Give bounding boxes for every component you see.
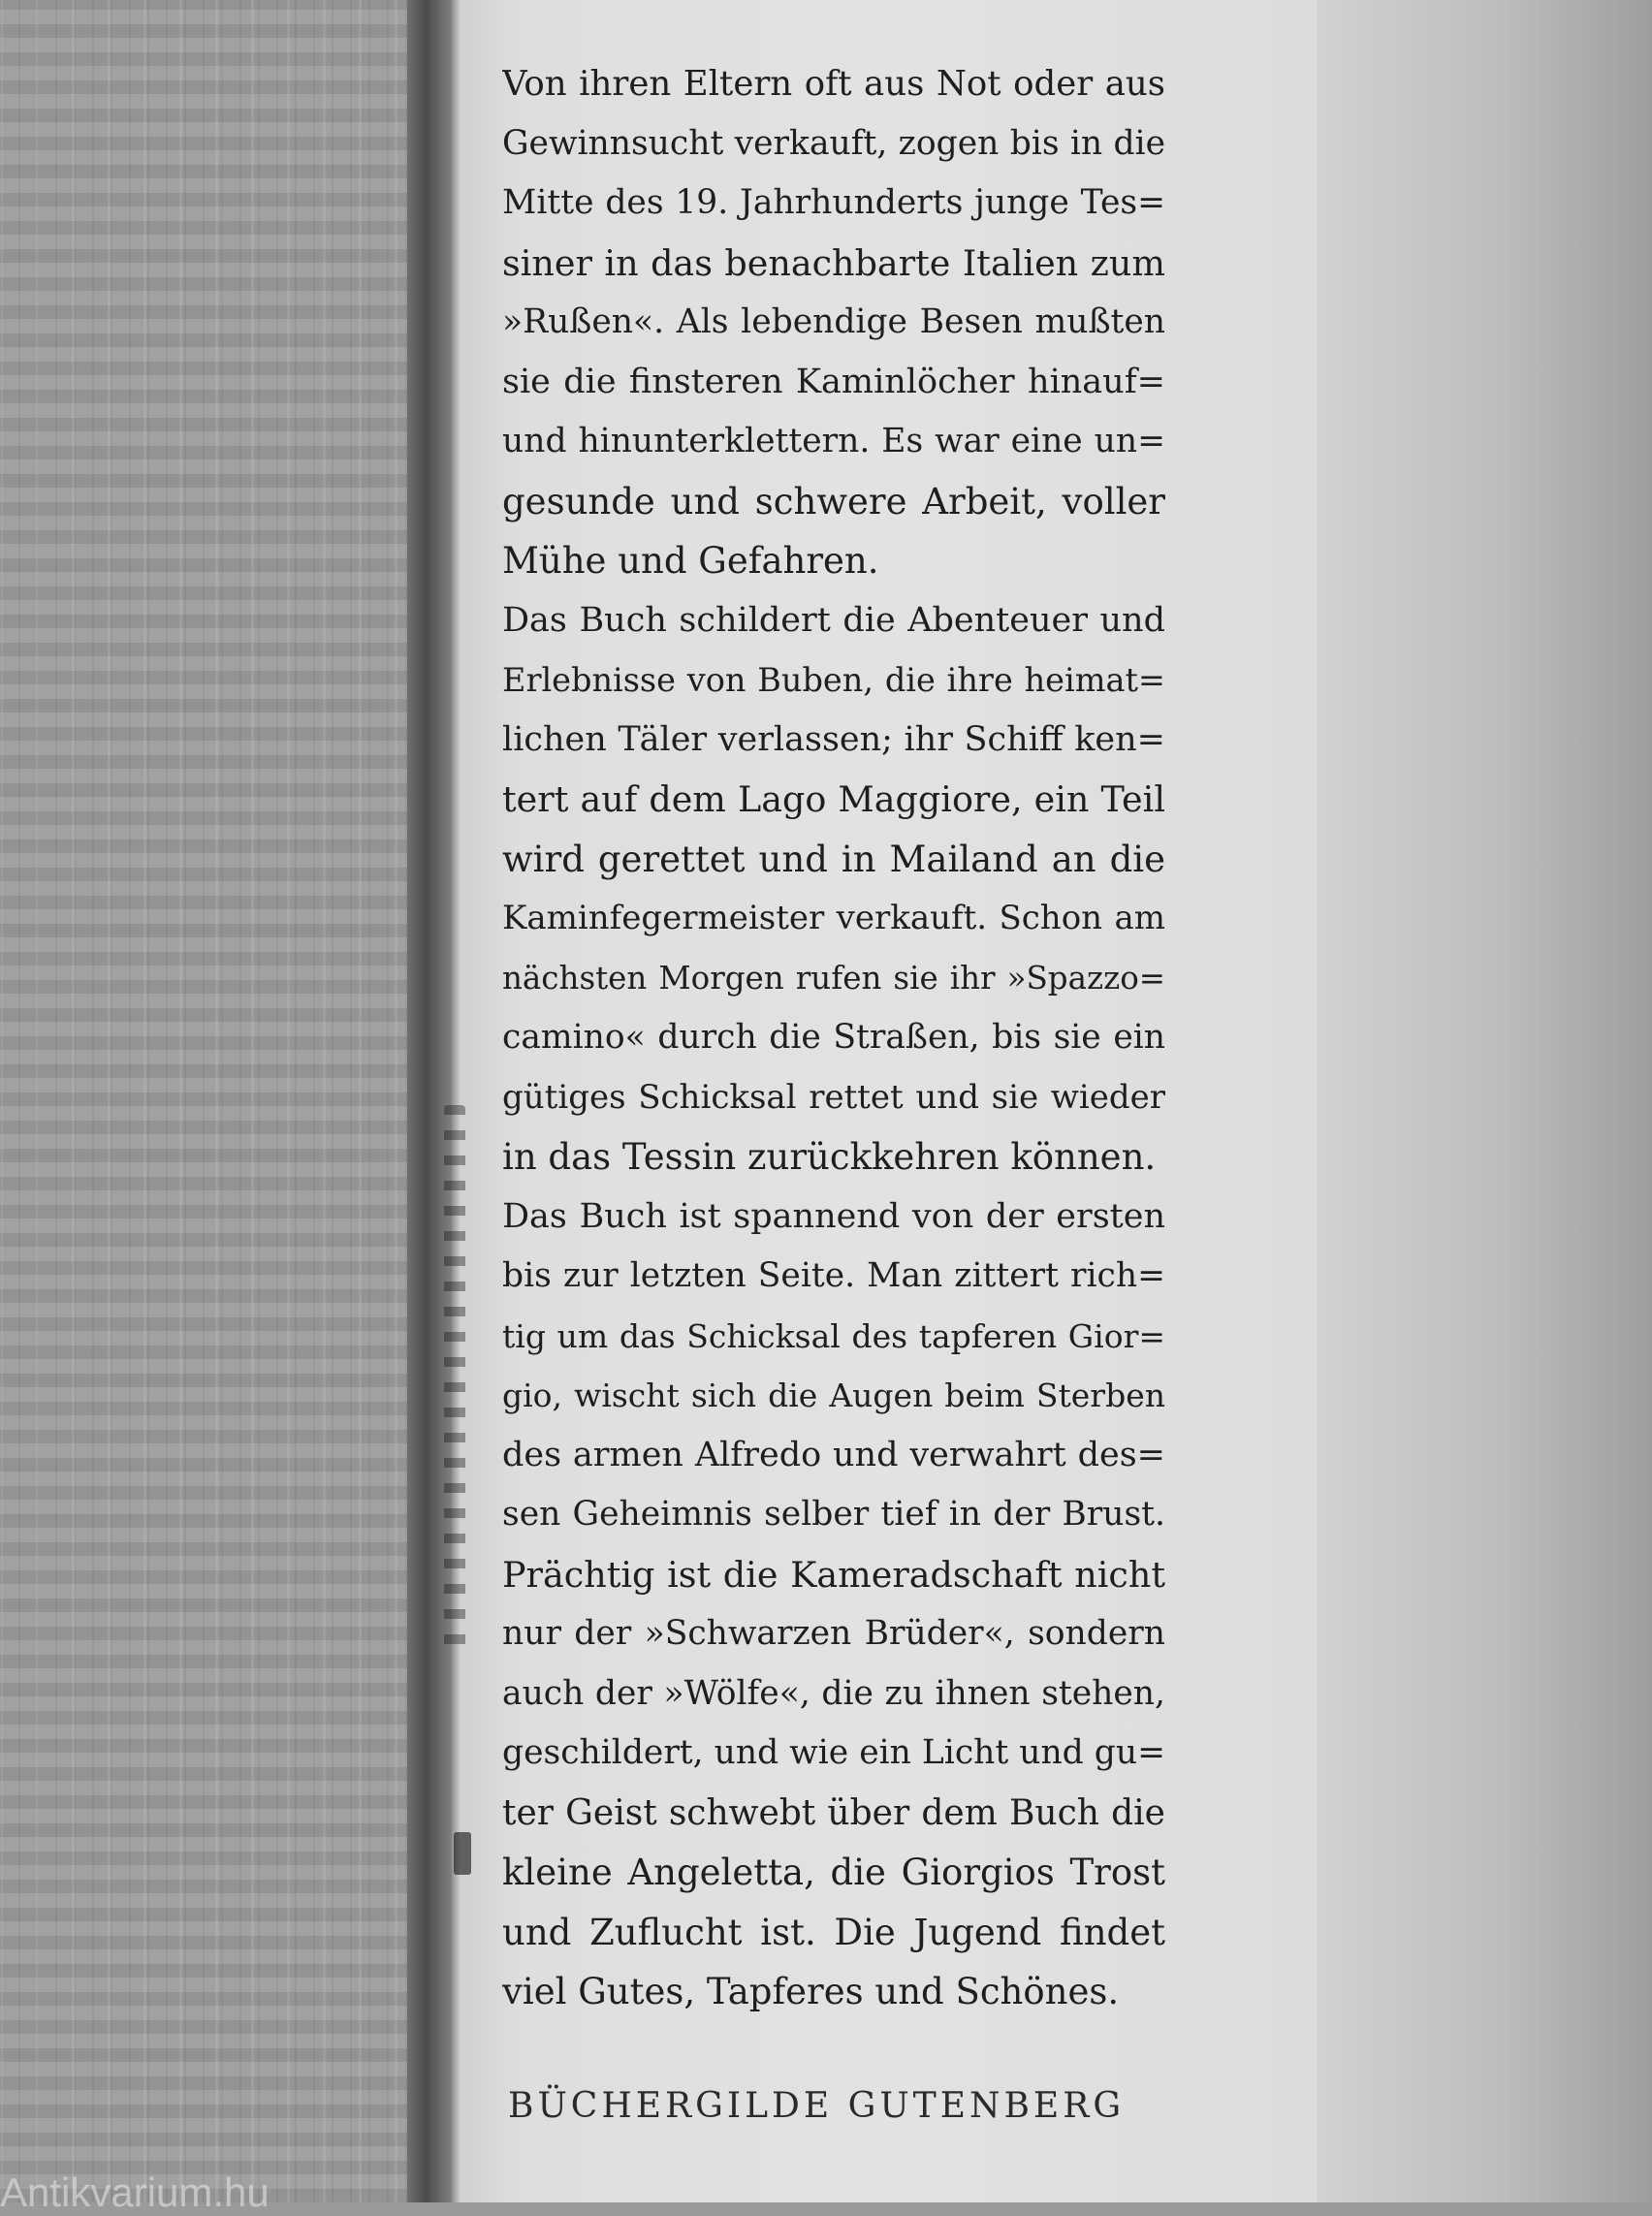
text-line: und Zuflucht ist. Die Jugend findet (502, 1911, 1165, 1953)
text-line: in das Tessin zurückkehren können. (502, 1136, 1157, 1178)
text-line: geschildert, und wie ein Licht und gu= (502, 1733, 1165, 1772)
text-line: viel Gutes, Tapferes und Schönes. (502, 1971, 1120, 2012)
text-line: sie die finsteren Kaminlöcher hinauf= (502, 362, 1165, 401)
text-line: kleine Angeletta, die Giorgios Trost (502, 1852, 1165, 1893)
spine-handwriting (444, 1105, 465, 1648)
text-line: tert auf dem Lago Maggiore, ein Teil (502, 778, 1165, 820)
text-line: ter Geist schwebt über dem Buch die (502, 1792, 1165, 1833)
publisher-name: BÜCHERGILDE GUTENBERG (508, 2086, 1126, 2126)
flap-blurb-text (502, 54, 1165, 2022)
text-line: des armen Alfredo und verwahrt des= (502, 1435, 1165, 1474)
text-line: gütiges Schicksal rettet und sie wieder (502, 1077, 1165, 1117)
text-line: gesunde und schwere Arbeit, voller (502, 480, 1165, 522)
watermark: Antikvarium.hu (0, 2169, 270, 2215)
background-page (1314, 0, 1652, 2202)
text-line: Gewinnsucht verkauft, zogen bis in die (502, 123, 1165, 163)
text-line: Das Buch ist spannend von der ersten (502, 1196, 1165, 1236)
text-line: Erlebnisse von Buben, die ihre heimat= (502, 661, 1165, 699)
text-line: Prächtig ist die Kameradschaft nicht (502, 1553, 1165, 1596)
text-line: Das Buch schildert die Abenteuer und (502, 600, 1165, 640)
text-line: wird gerettet und in Mailand an die (502, 838, 1165, 880)
text-line: lichen Täler verlassen; ihr Schiff ken= (502, 719, 1165, 759)
text-line: nächsten Morgen rufen sie ihr »Spazzo= (502, 959, 1165, 997)
text-line: auch der »Wölfe«, die zu ihnen stehen, (502, 1673, 1165, 1713)
left-book-cover (0, 0, 427, 2202)
text-line: sen Geheimnis selber tief in der Brust. (502, 1495, 1165, 1534)
text-line: siner in das benachbarte Italien zum (502, 241, 1165, 284)
text-line: tig um das Schicksal des tapferen Gior= (502, 1316, 1165, 1355)
spine-handwriting-mark (454, 1832, 471, 1875)
text-line: gio, wischt sich die Augen beim Sterben (502, 1377, 1165, 1414)
text-line: Von ihren Eltern oft aus Not oder aus (502, 64, 1165, 104)
text-line: bis zur letzten Seite. Man zittert rich= (502, 1256, 1165, 1295)
text-line: camino« durch die Straßen, bis sie ein (502, 1018, 1165, 1057)
text-line: Mitte des 19. Jahrhunderts junge Tes= (502, 183, 1165, 222)
text-line: »Rußen«. Als lebendige Besen mußten (502, 302, 1165, 341)
spine-shadow (407, 0, 456, 2202)
text-line: nur der »Schwarzen Brüder«, sondern (502, 1614, 1165, 1653)
text-line: Kaminfegermeister verkauft. Schon am (502, 899, 1165, 937)
text-line: und hinunterklettern. Es war eine un= (502, 422, 1165, 460)
text-line: Mühe und Gefahren. (502, 540, 879, 582)
